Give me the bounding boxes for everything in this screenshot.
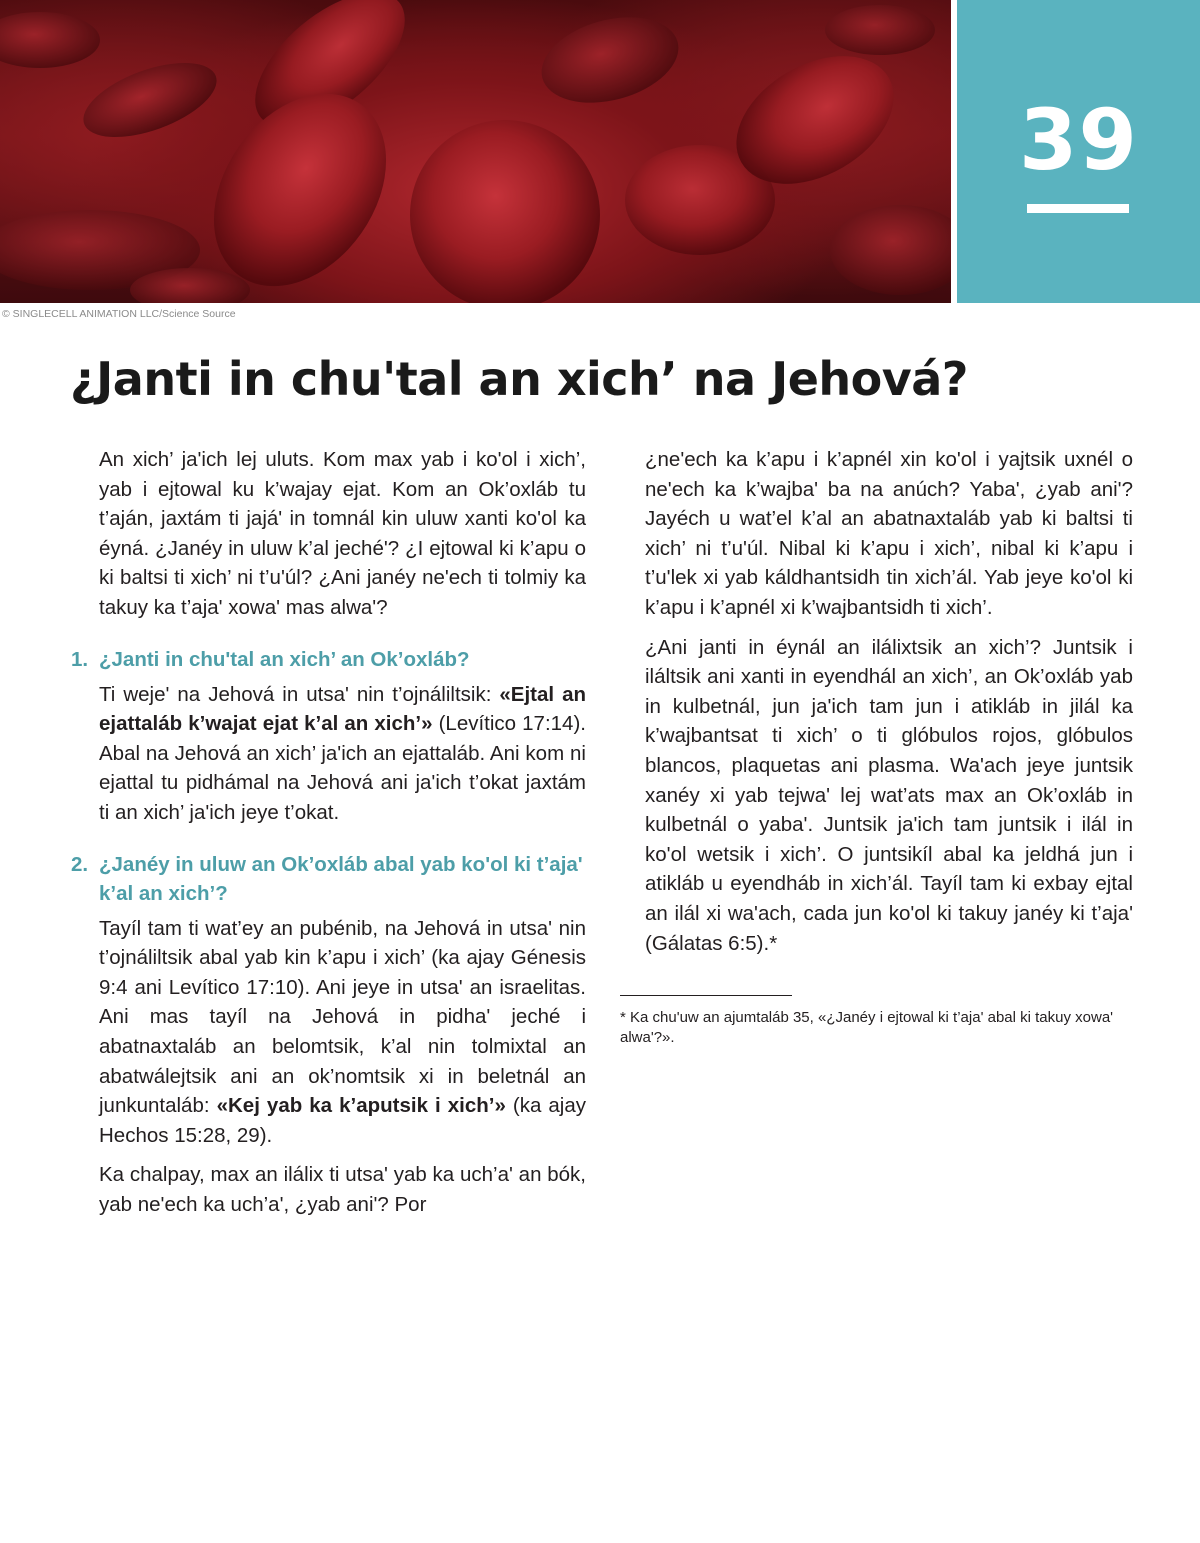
question-2-number: 2. (71, 852, 89, 876)
q1-text-after: (Levítico 17:14). Abal na Jehová an xich’ ja'ich an ejattaláb. Ani kom ni ejattal tu pidhámal na Jehová ani ja'ich t’okat jaxtám ti an xich’ ja'ich jeye t’okat. (99, 712, 586, 824)
question-1 (71, 645, 586, 674)
question-2-paragraph-2 (99, 1160, 586, 1219)
q1-text-before: Ti weje' na Jehová in utsa' nin t’ojnáliltsik: (99, 682, 500, 706)
question-2-paragraph-1 (99, 914, 586, 1151)
q1-scripture-quote: «Ejtal an ejattaláb k’wajat ejat k’al an xich’» (99, 682, 587, 736)
chapter-underline (1027, 204, 1129, 213)
question-1-paragraph (99, 680, 586, 828)
question-2-paragraph-3: ¿Ani janti in éynál an ilálixtsik an xich’? Juntsik i iláltsik ani xanti in eyendhál an xich’, an Ok’oxláb yab in kulbetnál, jun ja'ich tam jun i atikláb in jilál ka k’wajbantsat ti xich’ o ti glóbulos rojos, glóbulos blancos, plaquetas ani plasma. Wa'ach jeye juntsik xanéy xi yab tejwa' lej wat’ats max an Ok’oxláb in kulbetnál o yaba'. Juntsik ja'ich tam juntsik i ilál in ko'ol wetsik i xich’. O juntsikíl abal ka jeldhá jun i atikláb u eyendháb in xich’ál. Tayíl tam ki exbay ejtal an ilál xi wa'ach, cada jun ko'ol ki takuy janéy ki t’aja' (Gálatas 6:5).* (645, 635, 1133, 955)
footnote-divider (620, 995, 792, 996)
question-2-text: ¿Janéy in uluw an Ok’oxláb abal yab ko'ol ki t’aja' k’al an xich’? (99, 852, 583, 905)
footnote: * Ka chu'uw an ajumtaláb 35, «¿Janéy i ejtowal ki t’aja' abal ki takuy xowa' alwa'?». (620, 1009, 1114, 1046)
right-column (645, 445, 1133, 968)
q2-text-before: Tayíl tam ti wat’ey an pubénib, na Jehová in utsa' nin t’ojnáliltsik abal yab kin k’apu i xich’ (ka ajay Génesis 9:4 ani Levítico 17:10). Ani jeye in utsa' an israelitas. Ani mas tayíl na Jehová in pidha' jeché i abatnaxtaláb an belomtsik, k’al nin tolmixtal an abatwálejtsik ani an ok’nomtsik xi in beletnál an junkuntaláb: (99, 916, 586, 1118)
blood-cells-illustration (0, 0, 951, 303)
header-image-red-blood-cells (0, 0, 951, 303)
left-column (71, 445, 587, 1219)
page-title: ¿Janti in chu'tal an xich’ na Jehová? (70, 352, 968, 406)
question-1-number: 1. (71, 647, 89, 671)
intro-paragraph: An xich’ ja'ich lej uluts. Kom max yab i ko'ol i xich’, yab i ejtowal ku k’wajay ejat. Kom an Ok’oxláb tu t’aján, jaxtám ti jajá' in tomnál kin uluw xanti ko'ol ka éyná. ¿Janéy in uluw k’al jeché'? ¿I ejtowal ki k’apu o ki baltsi ti xich’ ni t’u'úl? ¿Ani janéy ne'ech ti tolmiy ka takuy ka t’aja' xowa' mas alwa'? (99, 448, 586, 619)
question-2-paragraph-2-end: ¿ne'ech ka k’apu i k’apnél xin ko'ol i yajtsik uxnél o ne'ech ka k’wajba' ba na anúch? Yaba', ¿yab ani'? Jayéch u wat’el k’al an abatnaxtaláb yab ki baltsi ti xich’ ni t’u'úl. Nibal ki k’apu i xich’, nibal ki k’apu i t’u'lek xi yab káldhantsidh tin xich’ál. Yab jeye ko'ol ki k’apu i k’apnél xi k’wajbantsidh ti xich’. (645, 448, 1133, 619)
image-credit: © SINGLECELL ANIMATION LLC/Science Source (2, 308, 236, 320)
question-2 (71, 850, 586, 908)
question-2-paragraph-2-start: Ka chalpay, max an ilálix ti utsa' yab ka uch’a' an bók, yab ne'ech ka uch’a', ¿yab ani'? Por (99, 1163, 586, 1216)
chapter-badge (957, 0, 1200, 303)
question-1-text: ¿Janti in chu'tal an xich’ an Ok’oxláb? (99, 647, 470, 671)
chapter-number: 39 (1019, 91, 1138, 189)
question-2-paragraph-2-continued (645, 445, 1133, 623)
q2-scripture-quote: «Kej yab ka k’aputsik i xich’» (216, 1094, 506, 1118)
q2-text-after: (ka ajay Hechos 15:28, 29). (99, 1094, 586, 1147)
